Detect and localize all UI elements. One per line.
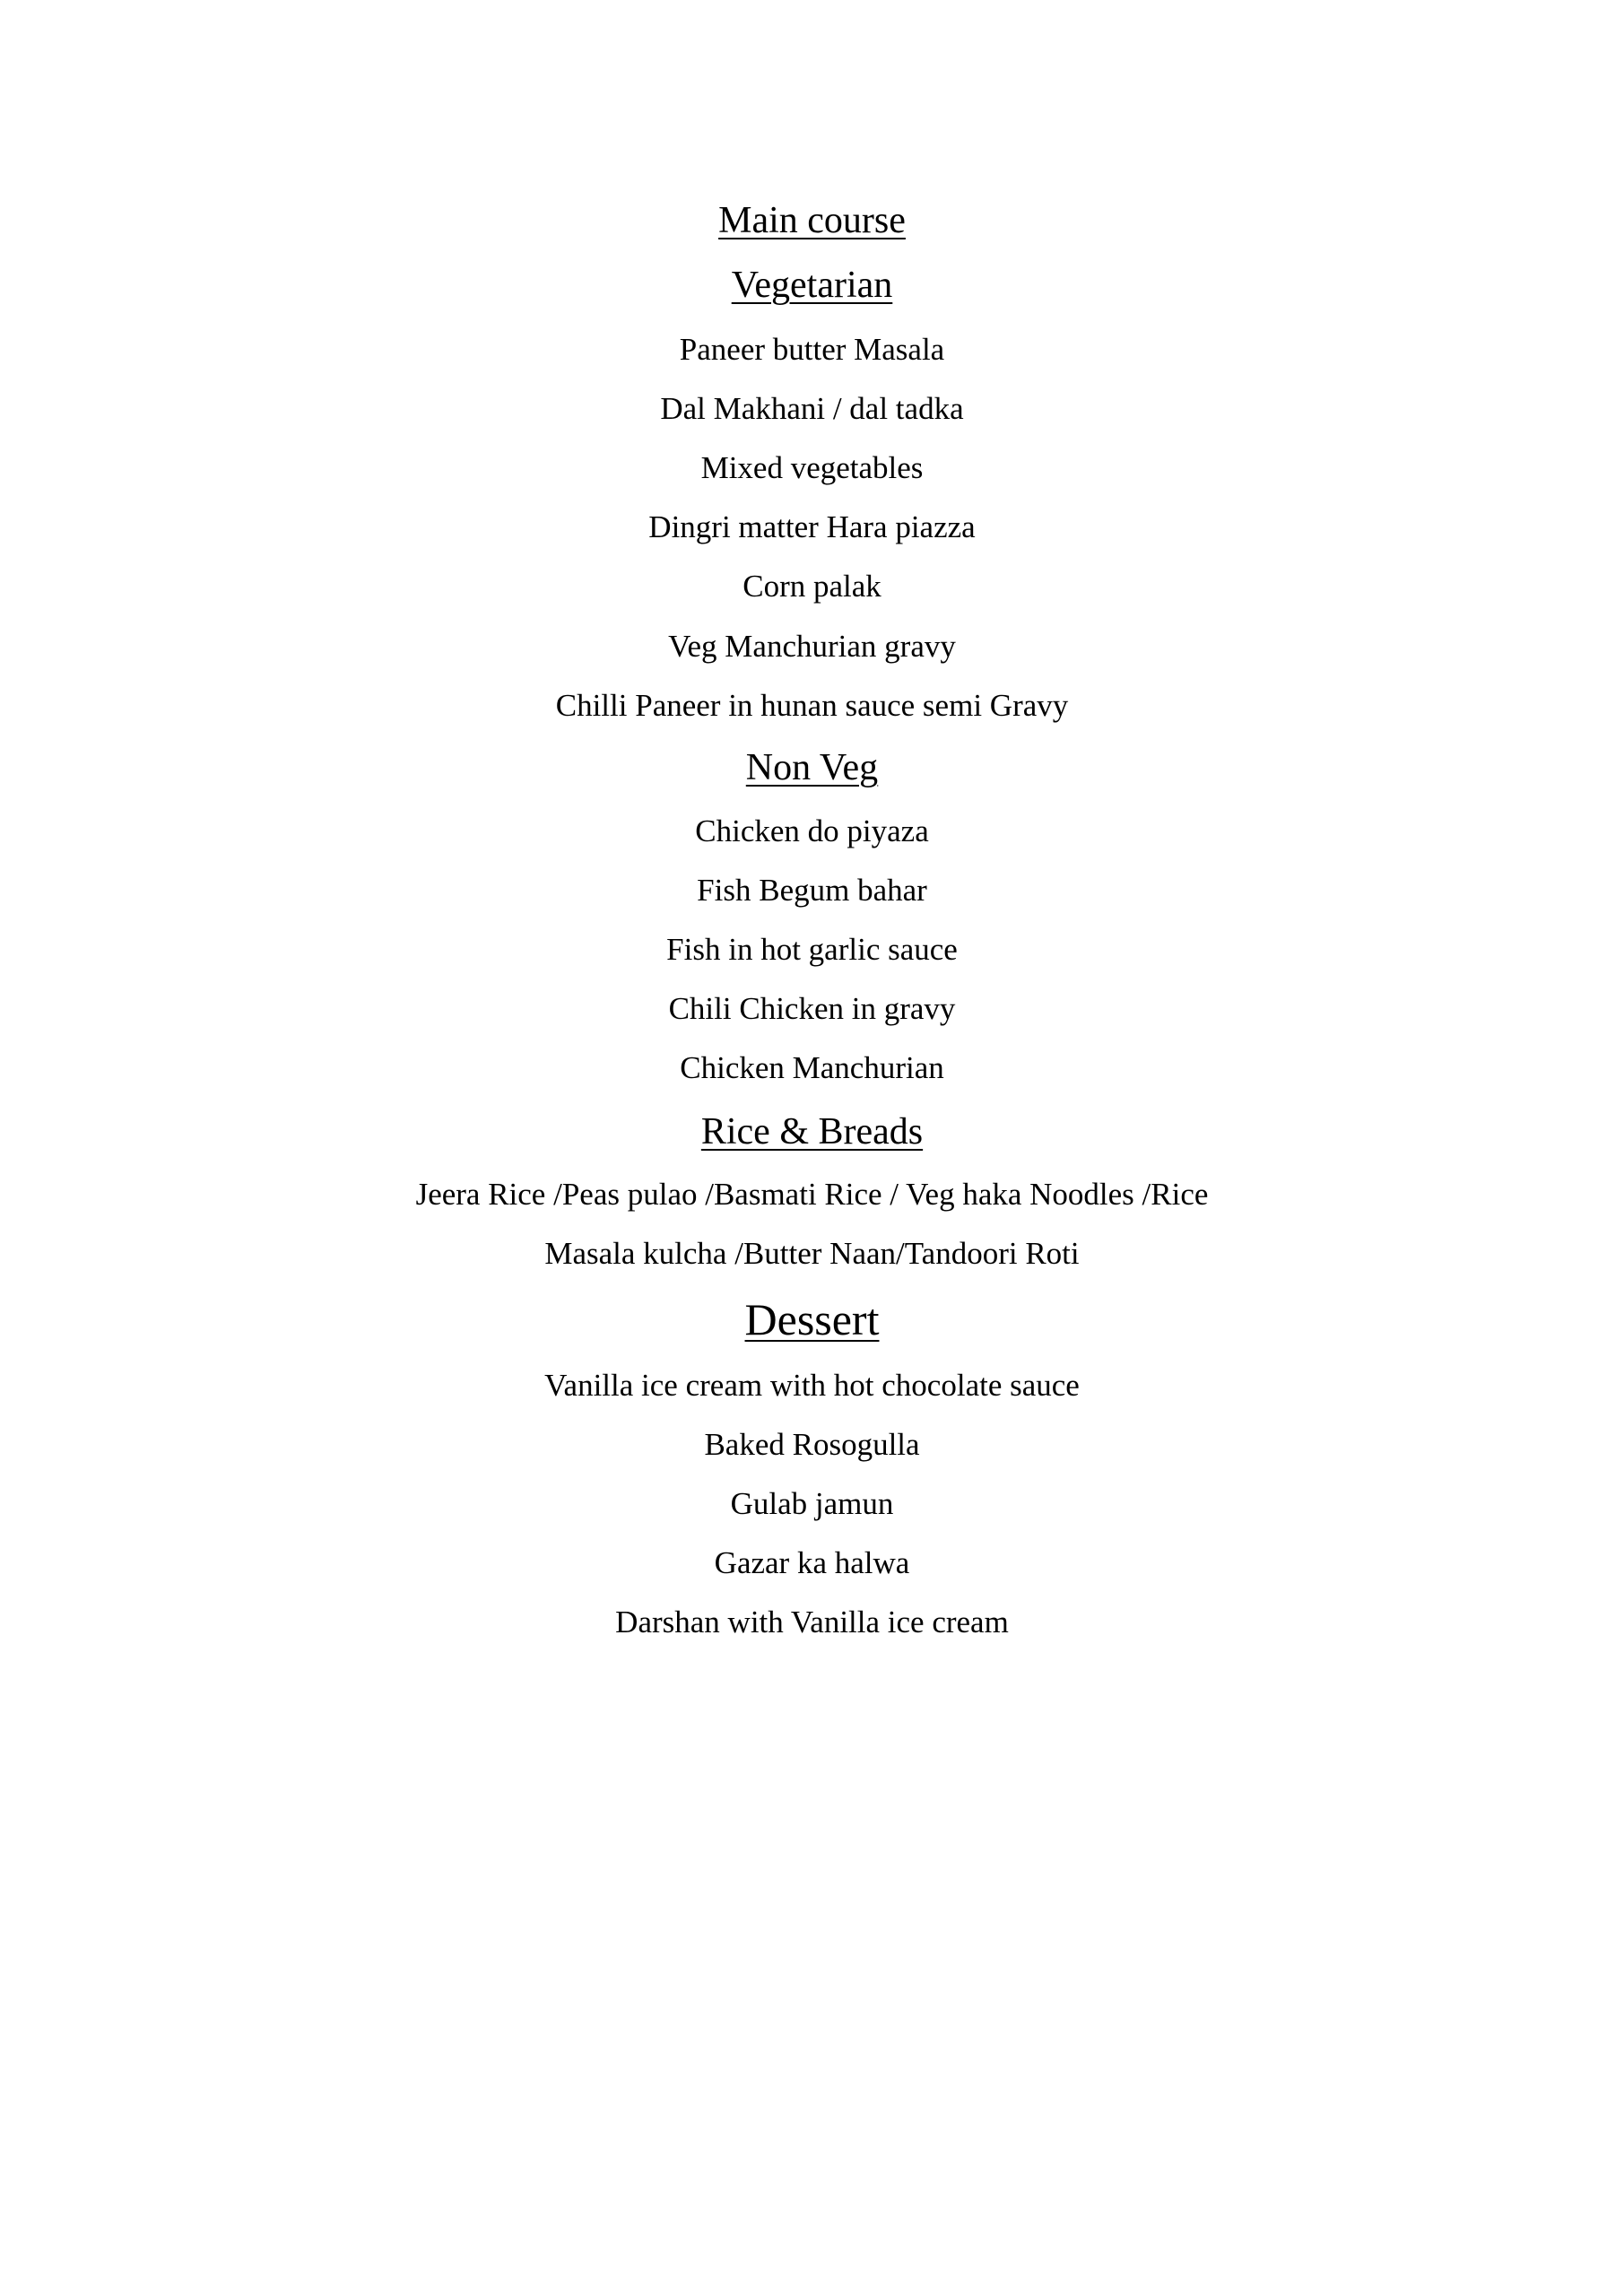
menu-item: Veg Manchurian gravy bbox=[668, 629, 956, 664]
menu-item: Baked Rosogulla bbox=[704, 1427, 920, 1462]
menu-item: Fish in hot garlic sauce bbox=[666, 932, 958, 967]
heading-dessert: Dessert bbox=[744, 1294, 880, 1344]
menu-item: Dal Makhani / dal tadka bbox=[660, 391, 964, 426]
heading-rice-breads: Rice & Breads bbox=[700, 1111, 924, 1152]
menu-item: Vanilla ice cream with hot chocolate sauce bbox=[544, 1368, 1080, 1403]
menu-item: Dingri matter Hara piazza bbox=[648, 509, 976, 544]
menu-item: Chicken Manchurian bbox=[680, 1050, 944, 1085]
menu-item: Gazar ka halwa bbox=[714, 1545, 910, 1580]
heading-vegetarian: Vegetarian bbox=[731, 265, 893, 306]
menu-item: Darshan with Vanilla ice cream bbox=[615, 1605, 1009, 1639]
menu-item: Chili Chicken in gravy bbox=[668, 991, 956, 1026]
menu-item: Gulab jamun bbox=[730, 1486, 894, 1521]
menu-item: Chilli Paneer in hunan sauce semi Gravy bbox=[555, 688, 1069, 723]
heading-main-course: Main course bbox=[718, 200, 906, 241]
menu-item: Paneer butter Masala bbox=[679, 332, 945, 367]
menu-item: Fish Begum bahar bbox=[697, 873, 927, 908]
menu-item: Chicken do piyaza bbox=[695, 813, 929, 848]
menu-item: Masala kulcha /Butter Naan/Tandoori Roti bbox=[544, 1236, 1080, 1271]
menu-item: Corn palak bbox=[743, 569, 881, 604]
heading-non-veg: Non Veg bbox=[745, 747, 879, 788]
menu-item: Jeera Rice /Peas pulao /Basmati Rice / Veg haka Noodles /Rice bbox=[415, 1177, 1209, 1212]
menu-item: Mixed vegetables bbox=[700, 450, 924, 485]
